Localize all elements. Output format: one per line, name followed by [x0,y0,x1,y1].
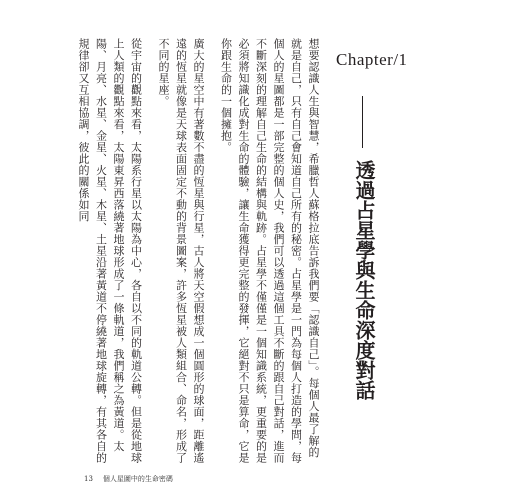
running-title: 個人星圖中的生命密碼 [102,475,173,483]
chapter-divider-line [362,96,363,148]
chapter-label: Chapter/1 [336,50,408,69]
paragraph-2: 廣大的星空中有著數不盡的恆星與行星，古人將天空假想成一個圓形的球面，距離遙遠的恆星就像是天球表面固定不動的背景圖案，許多恆星被人類組合、命名，形成了不同的星座。 [157,38,205,464]
paragraph-1: 想要認識人生與智慧，希臘哲人蘇格拉底告訴我們要「認識自己」。每個人最了解的就是自己，只有自己會知道自己所有的秘密。占星學是一門為每個人打造的學問，每個人的星圖都是一部完整的個人史，我們可以透過這個工具不斷的跟自己對話，進而不斷深刻的理解自己生命的結構與軌跡。占星學不僅僅是一個知識系統，更重要的是必須將知識化成對生命的體驗，讓生命獲得更完整的發揮，它絕對不只是算命，它是你跟生命的一個擁抱。 [219,38,320,464]
paragraph-3: 從宇宙的觀點來看，太陽系行星以太陽為中心，各自以不同的軌道公轉。但是從地球上人類的觀點來看，太陽東昇西落繞著地球形成了一條軌道，我們稱之為黃道。太陽、月亮、水星、金星、火星、木星、土星沿著黃道不停繞著地球旋轉，有其各自的規律卻又互相協調，彼此的關係如同 [77,38,143,464]
chapter-title: 透過占星學與生命深度對話 [352,160,376,400]
page-footer [84,474,173,484]
body-text [75,38,323,468]
page-number: 13 [84,475,93,483]
